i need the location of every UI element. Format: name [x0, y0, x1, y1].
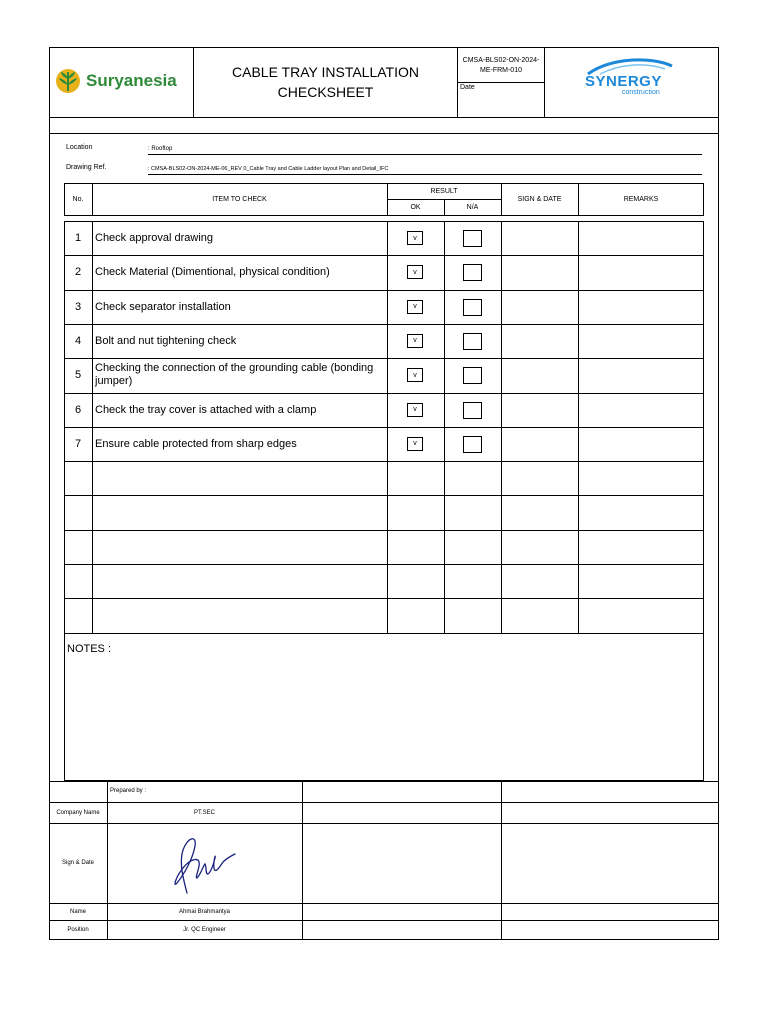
row-divider — [64, 427, 704, 428]
company-value: PT.SEC — [193, 809, 215, 816]
signature — [165, 828, 245, 898]
row-number: 4 — [74, 334, 82, 347]
row-number: 1 — [74, 232, 82, 244]
col-ok-header: OK — [410, 204, 421, 211]
suryanesia-logo — [54, 64, 194, 98]
ok-checkbox[interactable]: v — [407, 334, 423, 348]
row-item-text: Bolt and nut tightening check — [95, 334, 237, 347]
title-line-2: CHECKSHEET — [277, 84, 374, 100]
row-divider — [64, 598, 704, 599]
form-title — [194, 60, 457, 104]
na-checkbox[interactable] — [463, 264, 482, 281]
col-item-header: ITEM TO CHECK — [212, 196, 267, 203]
col-result-header: RESULT — [430, 187, 458, 195]
row-divider — [64, 495, 704, 496]
na-checkbox[interactable] — [463, 402, 482, 419]
col-na-header: N/A — [466, 204, 479, 211]
row-divider — [64, 324, 704, 325]
sign-date-label: Sign & Date — [61, 860, 95, 866]
row-item-text: Check Material (Dimentional, physical condition) — [95, 266, 330, 279]
col-remarks-header: REMARKS — [623, 196, 659, 203]
row-number: 2 — [74, 266, 82, 279]
company-label: Company Name — [56, 809, 100, 816]
suryanesia-wordmark: Suryanesia — [86, 71, 177, 90]
ok-checkbox[interactable]: v — [407, 300, 423, 314]
prepared-by-label: Prepared by : — [110, 788, 147, 794]
name-label: Name — [69, 908, 86, 915]
ok-checkbox[interactable]: v — [407, 231, 423, 245]
row-divider — [64, 393, 704, 394]
row-divider — [64, 358, 704, 359]
row-divider — [64, 255, 704, 256]
na-checkbox[interactable] — [463, 230, 482, 247]
notes-divider — [64, 633, 704, 634]
row-item-text: Checking the connection of the grounding cable (bonding jumper) — [95, 362, 374, 388]
row-item-text: Check separator installation — [95, 300, 231, 313]
row-number: 7 — [74, 437, 82, 450]
location-value: : Rooftop — [148, 146, 173, 152]
title-line-1: CABLE TRAY INSTALLATION — [232, 64, 419, 80]
row-number: 3 — [74, 300, 82, 313]
na-checkbox[interactable] — [463, 299, 482, 316]
ok-checkbox[interactable]: v — [407, 368, 423, 382]
synergy-subtext: construction — [622, 89, 660, 96]
synergy-logo — [580, 56, 680, 101]
position-value: Jr. QC Engineer — [183, 927, 226, 933]
synergy-wordmark: SYNERGY — [585, 73, 662, 90]
row-item-text: Check the tray cover is attached with a clamp — [95, 403, 317, 416]
row-item-text: Check approval drawing — [95, 232, 214, 244]
col-sign-header: SIGN & DATE — [517, 196, 562, 203]
row-divider — [64, 461, 704, 462]
na-checkbox[interactable] — [463, 367, 482, 384]
notes-label: NOTES : — [67, 643, 112, 655]
name-value: Ahmai Brahmantya — [178, 908, 231, 915]
row-divider — [64, 290, 704, 291]
col-no-header: No. — [72, 196, 84, 203]
na-checkbox[interactable] — [463, 436, 482, 453]
leaf-icon — [54, 67, 82, 95]
drawing-ref-label: Drawing Ref. — [66, 164, 107, 171]
location-label: Location — [66, 144, 93, 151]
ok-checkbox[interactable]: v — [407, 265, 423, 279]
row-divider — [64, 530, 704, 531]
ok-checkbox[interactable]: v — [407, 403, 423, 417]
position-label: Position — [67, 927, 89, 933]
row-number: 5 — [74, 369, 82, 382]
na-checkbox[interactable] — [463, 333, 482, 350]
drawing-ref-value: : CMSA-BLS02-ON-2024-ME-06_REV 0_Cable Tray and Cable Ladder layout Plan and Detail_IFC — [148, 166, 389, 172]
ok-checkbox[interactable]: v — [407, 437, 423, 451]
document-code: CMSA-BLS02-ON-2024-ME-FRM-010 — [462, 57, 540, 74]
row-item-text: Ensure cable protected from sharp edges — [95, 437, 297, 450]
row-divider — [64, 564, 704, 565]
date-label: Date — [460, 84, 475, 91]
row-number: 6 — [74, 403, 82, 416]
